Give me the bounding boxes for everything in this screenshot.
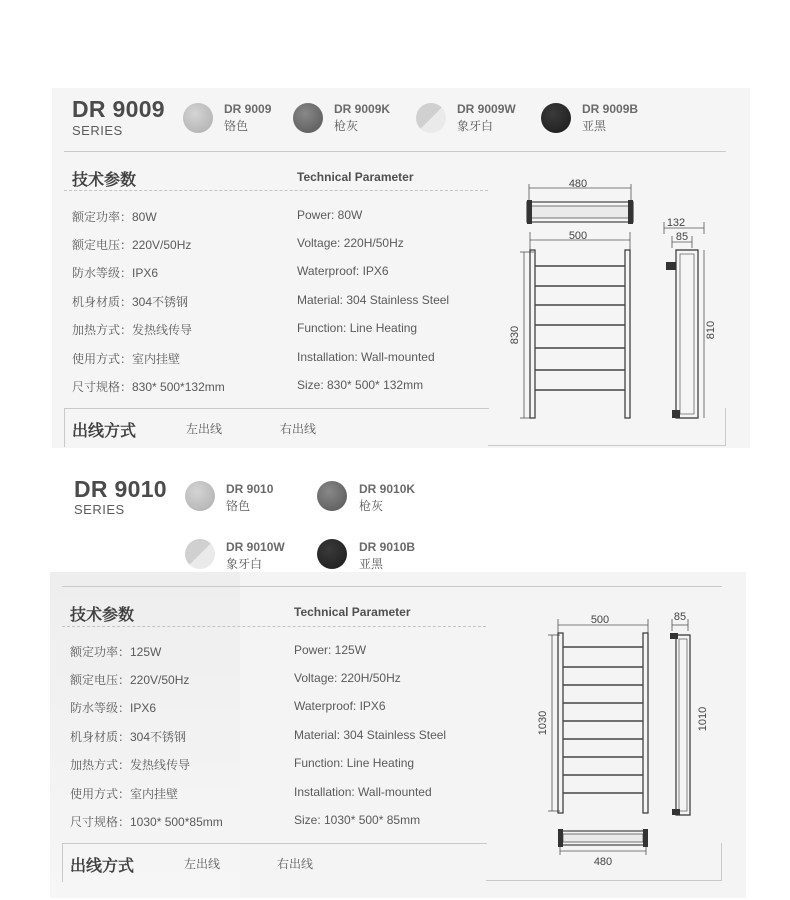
tech-title-en: Technical Parameter: [294, 605, 411, 619]
dim-width: 500: [590, 614, 610, 626]
divider: [64, 151, 726, 152]
param-en: Size: 1030* 500* 85mm: [294, 813, 421, 827]
outlet-title: 出线方式: [70, 858, 135, 875]
swatch-chrome: [185, 481, 215, 511]
dim-height: 830: [509, 325, 521, 345]
param-en: Material: 304 Stainless Steel: [297, 293, 450, 307]
param-en: Function: Line Heating: [294, 756, 415, 770]
dim-width: 500: [568, 230, 588, 242]
color-name: 象牙白: [457, 119, 494, 133]
tech-title-cn: 技术参数: [70, 607, 135, 624]
dr9010-model: DR 9010: [74, 476, 167, 502]
param-en: Function: Line Heating: [297, 321, 418, 335]
param-en: Installation: Wall-mounted: [297, 350, 435, 364]
param-cn: 额定功率：80W: [72, 210, 157, 224]
param-en: Power: 80W: [297, 208, 363, 222]
swatch-matte-black: [317, 539, 347, 569]
param-cn: 尺寸规格：830* 500*132mm: [72, 380, 225, 394]
param-cn: 使用方式：室内挂壁: [70, 787, 179, 801]
color-name: 枪灰: [359, 499, 384, 513]
dim-depth: 132: [666, 217, 686, 229]
swatch-chrome: [183, 103, 213, 133]
color-code: DR 9009: [224, 102, 272, 116]
color-name: 象牙白: [226, 557, 263, 571]
outlet-bottom-line: [488, 445, 726, 446]
swatch-ivory: [185, 539, 215, 569]
param-cn: 机身材质：304不锈钢: [72, 295, 189, 309]
param-en: Size: 830* 500* 132mm: [297, 378, 424, 392]
param-cn: 加热方式：发热线传导: [70, 758, 191, 772]
param-en: Waterproof: IPX6: [297, 264, 389, 278]
param-en: Voltage: 220H/50Hz: [297, 236, 404, 250]
param-cn: 加热方式：发热线传导: [72, 323, 193, 337]
param-cn: 使用方式：室内挂壁: [72, 352, 181, 366]
dashed-divider: [64, 190, 488, 191]
swatch-matte-black: [541, 103, 571, 133]
param-cn: 防水等级：IPX6: [72, 266, 159, 280]
param-cn: 额定功率：125W: [70, 645, 162, 659]
outlet-left: 左出线: [184, 857, 221, 871]
param-cn: 额定电压：220V/50Hz: [72, 238, 192, 252]
color-name: 铬色: [224, 119, 249, 133]
dr9009-series: SERIES: [72, 123, 123, 138]
color-name: 亚黑: [359, 557, 384, 571]
color-code: DR 9010: [226, 482, 274, 496]
swatch-gunmetal: [293, 103, 323, 133]
tech-title-en: Technical Parameter: [297, 170, 414, 184]
param-en: Material: 304 Stainless Steel: [294, 728, 447, 742]
color-code: DR 9010B: [359, 540, 416, 554]
outlet-bottom-line: [486, 880, 722, 881]
dim-depth: 85: [673, 611, 687, 623]
color-code: DR 9010W: [226, 540, 285, 554]
param-cn: 额定电压：220V/50Hz: [70, 673, 190, 687]
outlet-title: 出线方式: [72, 423, 137, 440]
outlet-right: 右出线: [280, 422, 317, 436]
dim-side-height: 1010: [697, 706, 709, 732]
color-code: DR 9009W: [457, 102, 516, 116]
tech-title-cn: 技术参数: [72, 172, 137, 189]
outlet-left: 左出线: [186, 422, 223, 436]
color-code: DR 9010K: [359, 482, 416, 496]
swatch-ivory: [416, 103, 446, 133]
dr9009-diagram: [500, 170, 730, 430]
param-cn: 尺寸规格：1030* 500*85mm: [70, 815, 223, 829]
color-name: 枪灰: [334, 119, 359, 133]
dr9010-diagram: [530, 605, 730, 870]
param-en: Power: 125W: [294, 643, 367, 657]
divider: [62, 586, 722, 587]
color-name: 铬色: [226, 499, 251, 513]
dr9009-model: DR 9009: [72, 96, 165, 122]
dr9010-series: SERIES: [74, 502, 125, 517]
param-en: Waterproof: IPX6: [294, 699, 386, 713]
param-cn: 机身材质：304不锈钢: [70, 730, 187, 744]
dim-bottom-width: 480: [593, 856, 613, 868]
color-code: DR 9009K: [334, 102, 391, 116]
dim-top-width: 480: [568, 178, 588, 190]
dim-side-height: 810: [705, 320, 717, 340]
param-cn: 防水等级：IPX6: [70, 701, 157, 715]
param-en: Installation: Wall-mounted: [294, 785, 432, 799]
dashed-divider: [62, 626, 486, 627]
dim-depth-inner: 85: [675, 231, 689, 243]
dim-height: 1030: [537, 710, 549, 736]
param-en: Voltage: 220H/50Hz: [294, 671, 401, 685]
color-name: 亚黑: [582, 119, 607, 133]
outlet-right: 右出线: [277, 857, 314, 871]
swatch-gunmetal: [317, 481, 347, 511]
color-code: DR 9009B: [582, 102, 639, 116]
